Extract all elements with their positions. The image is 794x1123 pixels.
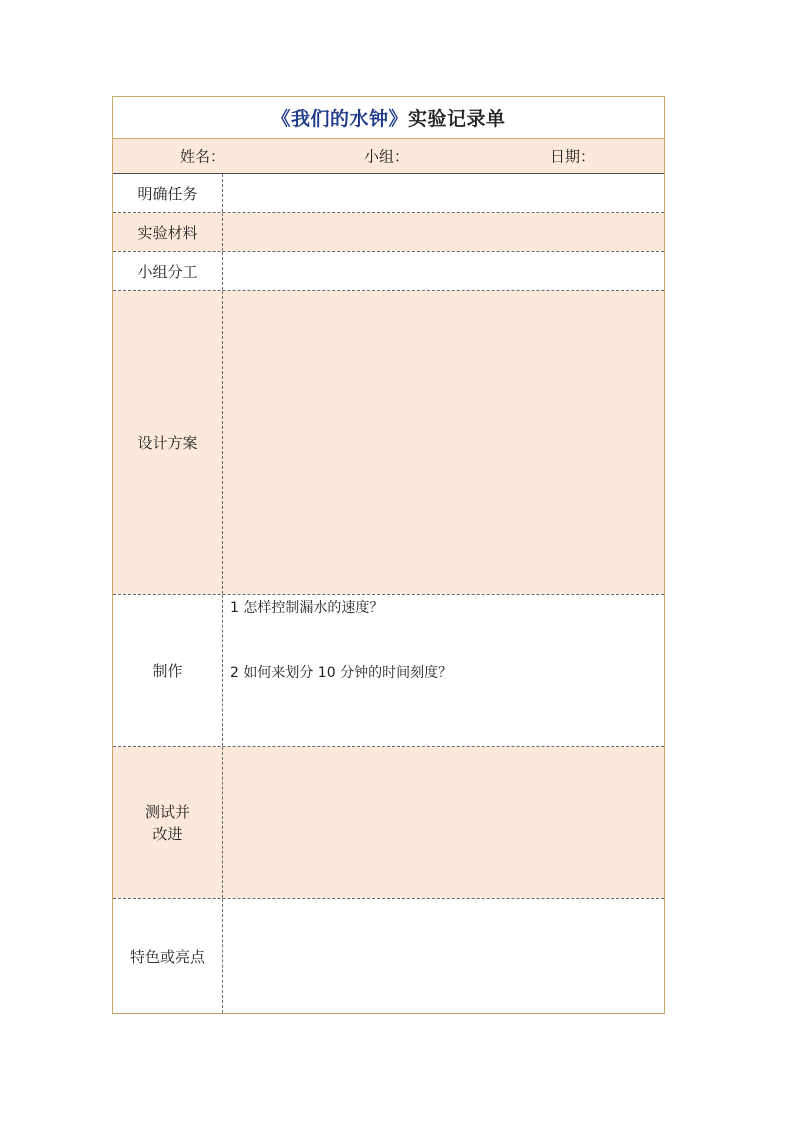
materials-label: 实验材料 [113,213,223,251]
feature-input-cell[interactable] [223,899,664,1013]
design-row [113,291,664,595]
date-field-label: 日期： [550,147,596,166]
info-row [113,139,664,174]
book-title: 《我们的水钟》 [271,108,408,130]
feature-label: 特色或亮点 [113,899,223,1013]
name-field-label: 姓名： [180,147,226,166]
design-input-cell[interactable] [223,291,664,594]
test-input-cell[interactable] [223,747,664,898]
making-question-2: 2 如何来划分 10 分钟的时间刻度？ [230,665,453,681]
making-question-1: 1 怎样控制漏水的速度？ [230,600,384,616]
feature-row [113,899,664,1013]
division-input-cell[interactable] [223,252,664,290]
task-input-cell[interactable] [223,174,664,212]
test-label-line2: 改进 [152,824,183,843]
design-label: 设计方案 [113,291,223,594]
making-label: 制作 [113,595,223,746]
title-suffix: 实验记录单 [408,108,506,130]
record-sheet [112,96,665,1014]
task-label: 明确任务 [113,174,223,212]
sheet-title [271,104,505,131]
division-row [113,252,664,291]
making-input-cell[interactable] [223,595,664,746]
materials-input-cell[interactable] [223,213,664,251]
making-row [113,595,664,747]
task-row [113,174,664,213]
test-label [113,747,223,898]
test-row [113,747,664,899]
materials-row [113,213,664,252]
sheet-title-row [113,97,664,139]
test-label-line1: 测试并 [144,802,190,821]
division-label: 小组分工 [113,252,223,290]
group-field-label: 小组： [364,147,410,166]
